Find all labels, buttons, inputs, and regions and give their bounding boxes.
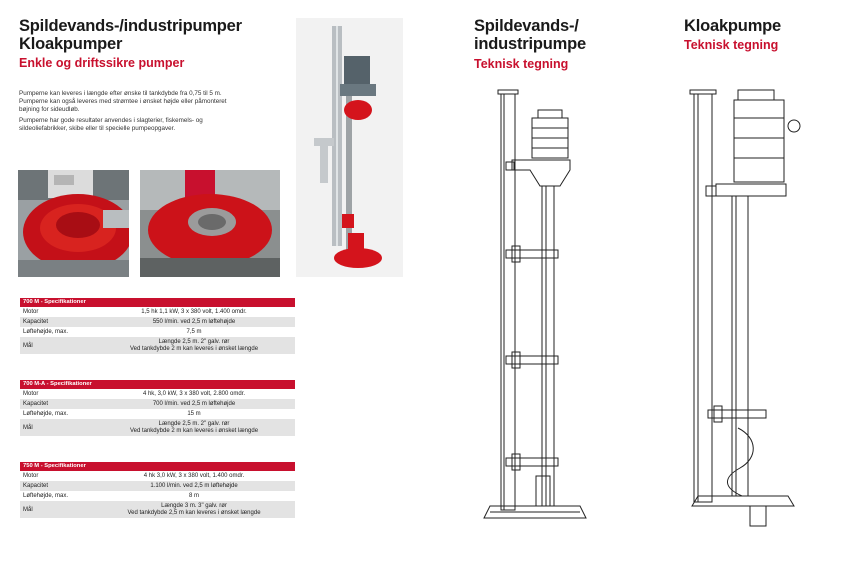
spec-header: 750 M - Specifikationer <box>20 462 295 471</box>
drawing1-subtitle: Teknisk tegning <box>474 57 569 71</box>
spec-table-700m: 700 M - Specifikationer Motor 1,5 hk 1,1 kW, 3 x 380 volt, 1.400 omdr. Kapacitet 550 l/min. ved 2,5 m løftehøjde Løftehøjde, max. 7,5 m Mål Længde 2,5 m. 2" galv. rør Ved tankdybde 2 m kan leveres i ønsket længde <box>20 298 295 354</box>
intro-text: Pumperne kan leveres i længde efter ønske til tankdybde fra 0,75 til 5 m. Pumperne kan også leveres med strømtee i ønsket højde eller påmonteret bøjning for sideudløb. Pumperne har gode resultater anvendes i slagterier, fiskemels- og sildeoliefabrikker, skibe eller til specielle pumpeopgaver. <box>19 90 227 132</box>
drawing2-title: Kloakpumpe <box>684 17 782 35</box>
page-title-line2: Kloakpumper <box>19 35 123 53</box>
spec-header: 700 M - Specifikationer <box>20 298 295 307</box>
spec-table-750m: 750 M - Specifikationer Motor 4 hk 3,0 kW, 3 x 380 volt, 1.400 omdr. Kapacitet 1.100 l/min. ved 2,5 m løftehøjde Løftehøjde, max. 8 m Mål Længde 3 m. 3" galv. rør Ved tankdybde 2,5 m kan leveres i ønsket længde <box>20 462 295 518</box>
drawing1-title-line1: Spildevands-/ <box>474 17 579 35</box>
page-title-line1: Spildevands-/industripumper <box>19 17 242 35</box>
drawing2-subtitle: Teknisk tegning <box>684 38 779 52</box>
sewage-pump-technical-drawing <box>678 88 808 533</box>
pump-head-photo <box>18 170 129 277</box>
drawing1-title-line2: industripumpe <box>474 35 586 53</box>
spec-header: 700 M-A - Specifikationer <box>20 380 295 389</box>
spec-table-700m-a: 700 M-A - Specifikationer Motor 4 hk, 3,0 kW, 3 x 380 volt, 2.800 omdr. Kapacitet 700 l/min. ved 2,5 m løftehøjde Løftehøjde, max. 15 m Mål Længde 2,5 m. 2" galv. rør Ved tankdybde 2 m kan leveres i ønsket længde <box>20 380 295 436</box>
industrial-pump-technical-drawing <box>470 88 600 533</box>
pump-impeller-photo <box>140 170 280 277</box>
full-pump-photo <box>296 18 403 277</box>
page-subtitle: Enkle og driftssikre pumper <box>19 56 185 70</box>
